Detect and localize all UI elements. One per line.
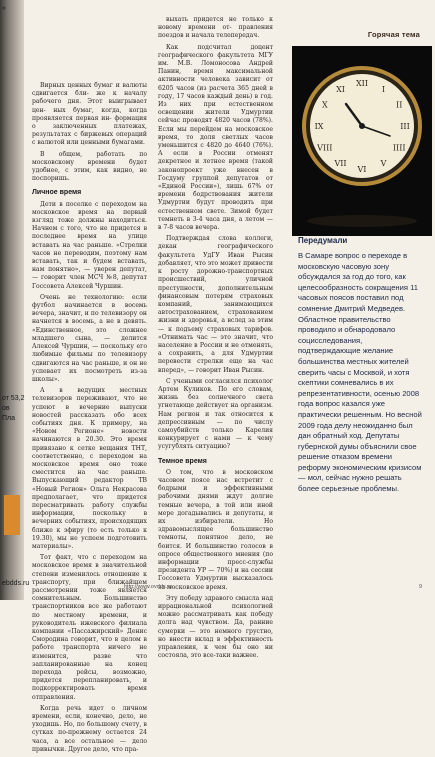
clock-numeral: XI — [336, 84, 345, 94]
clock-illustration — [292, 46, 432, 236]
article-paragraph: Как подсчитал доцент географического факультета МГУ им. М.В. Ломоносова Андрей Панин, время максимальной активности человека зависит от 6205 часов (из расчета 365 дней в году, 17 часов каждый день) в год. Из них при естественном освещении жители Удмуртии сейчас проводят 4820 часов (78%). Если мы перейдем на московское время, то доля светлых часов уменьшится с 4820 до 4640 (76%). А если в России отменят декретное и летнее время (такой законопроект уже внесен в Госдуму группой депутатов от «Единой России»), лишь 67% от времени бодрствования жители Удмуртии будут проводить при естественном свете. Зимой будет темнеть в 3-4 часа дня, а летом — в 7-8 часов вечера. — [158, 43, 273, 232]
article-paragraph: В общем, работать по московскому времени будет удобнее, с этим, как видно, не поспоришь. — [32, 150, 147, 183]
article-paragraph: выхать придется не только к новому времени от- правления поездов и начала телепередач. — [158, 16, 273, 40]
article-paragraph: С учеными согласился психолог Артем Куликов. По его словам, жизнь без солнечного света угнетающе действует на организм. Нам регион и так относится к депрессивным — по числу самоубийств только Карелия конкурирует с нами — к чему усугублять ситуацию? — [158, 377, 273, 451]
article-column-2 — [158, 16, 273, 663]
article-paragraph: А в ведущих местных телевизоров переживают, что не успеют в вечерние выпуски новостей рассказать обо всех событиях дня. К примеру, на «Новом Регионе» новости начинаются в 20.30. Это время привязано к сетке вещания ТНТ, соответственно, с переходом на московское время оно тоже сместится на час раньше. Выпускающий редактор ТВ «Новый Регион» Ольга Некрасова предполагает, что придется пересматривать работу службы информации, поскольку в вечерних событиях, происходящих ближе к эфиру (то есть только к 19.30), мы не успеем подготовить материалы». — [32, 387, 147, 550]
article-paragraph: Очень не технологию: если футбол начинается в восемь вечера, значит, и по телевизору он начнется в восемь, а не в девять. «Единственное, это сложнее младшего сына, — делится Алексей Чуршин, — поскольку его любимые фильмы по телевизору сдвигаются на час раньше, и он не успевает их посмотреть из-за школы». — [32, 293, 147, 383]
clock-numeral: X — [321, 100, 328, 110]
article-paragraph: Когда речь идет о личном времени, если, конечно, дело, не уходишь. Но, по большому счету, в сутках по-прежнему остается 24 часа, а все остальное — дело привычки. Другое дело, что пра- — [32, 704, 147, 753]
sidebar-text: В Самаре вопрос о переходе в московскую часовую зону обсуждался за год до того, как целесообразность сокращения 11 часовых поясов поставил под сомнение Дмитрий Медведев. Областное правительство проводило и обнародовало социсследования, подтверждающие желание большинства местных жителей сверить часы с Москвой, и хотя скептики сомневались в их репрезентативности, осенью 2008 года вопрос казался уже практически решенным. Но весной 2009 года делу неожиданно был дан обратный ход. Депутаты губернской думы объяснили свое решение отказом времени реформу экономическим кризисом — мол, сейчас нужно решать более серьезные проблемы. — [298, 251, 422, 494]
sidebar-box — [298, 236, 423, 546]
clock-numeral: VII — [334, 159, 347, 169]
clock-numeral: IX — [314, 122, 324, 131]
clock-numeral: VI — [357, 165, 367, 174]
page-footer — [28, 582, 428, 594]
clock-numeral: IIII — [392, 143, 406, 153]
clock-numeral: II — [396, 100, 403, 110]
clock-numeral: III — [400, 122, 410, 131]
section-label: Горячая тема — [367, 30, 420, 39]
article-page — [28, 8, 428, 753]
clock-numeral: I — [381, 84, 386, 94]
subheading-dark-time: Темное время — [158, 457, 207, 465]
article-paragraph: Подтверждая слова коллеги, декан географического факультета УдГУ Иван Рысин добавляет, что это может привести к росту дорожно-транспортных происшествий, уличной преступности, дополнительным финансовым потерям страховых компаний, занимающихся автострахованием, страхованием жизни и здоровья, а вслед за этим — к подъему страховых тарифов. «Отнимать час — это значит, что население в России и не отменять, а сохранить, а для Удмуртии перевести стрелки еще на час вперед», — говорит Иван Рысин. — [158, 235, 273, 374]
strip-text-4: Пла — [2, 415, 16, 422]
strip-text-1: « — [2, 5, 6, 12]
footer-url: http://www.ovdds.ru — [124, 584, 172, 590]
strip-text-3: ов — [2, 405, 10, 412]
page-number: 9 — [418, 584, 422, 590]
clock-numeral: VIII — [317, 143, 333, 153]
subheading-personal-time: Личное время — [32, 189, 82, 197]
article-paragraph: Дети в поселке с переходом на московское время на первый взгляд тоже должны находиться. Начнем с того, что не придется в последнее время на улице вставать на час раньше. «Стрелки часов не переводим, поэтому нам вставать, так и будем вставать, нам понятно», — уверен депутат, — говорит член МСЧ №8, депутат Госсовета Алексей Чуршин. — [32, 200, 147, 290]
article-paragraph: Эту победу здравого смысла над иррациональной психологией можно рассматривать как победу долга над чувством. Да, ранние сумерки — это немного грустно, но внести вклад в эффективность управления, к чем бы оно ни состояла, это все-таки важнее. — [158, 594, 273, 660]
strip-edge-text: ebdds.ru — [2, 580, 30, 587]
article-column-1 — [32, 82, 147, 757]
article-paragraph: Тот факт, что с переходом на московское время в значительной степени изменилось отношение к транспорту, при ближайшем рассмотрении тоже является сомнительным. Большинство транспортников все же работают по местному времени, и руководитель ижевского филиала компании «Пассажирский» Денис Смородина говорит, что в целом в работе транспорта ничего не изменится, разве что запланированные на конец перехода рейсы, возможно, придется перепланировать, и подкорректировать время отправления. — [32, 554, 147, 701]
clock-icon — [292, 46, 432, 236]
sidebar-title: Передумали — [298, 236, 348, 245]
article-paragraph: Вирных ценных бумаг и валюты сдвигается бли- же к началу рабочего дня. Этот выигрывает цен- ных бумаг, когда, когда проявляется первая ин- формация о заключенных платежах, результатах с биржевых операций с валютой или ценными бумагами. — [32, 82, 147, 147]
article-paragraph: О том, что в московском часовом поясе нас встретит с бодрыми и эффективными рабочими днями ждут долгие темные вечера, в той или иной мере догадывались и депутаты, и их избиратели. Но здравомыслящее большинство темноты, понятное дело, не боится. И большинство голосов в опросе общественного мнения (по информации пресс-службы президента УР — 70%) и на сессии Госсовета Удмуртии высказалось за московское время. — [158, 468, 273, 591]
clock-numeral: V — [380, 159, 387, 169]
orange-block — [4, 495, 20, 535]
clock-numeral: XII — [355, 79, 369, 88]
strip-text-2: от 53,2 — [2, 395, 25, 402]
previous-page-edge — [0, 0, 30, 600]
